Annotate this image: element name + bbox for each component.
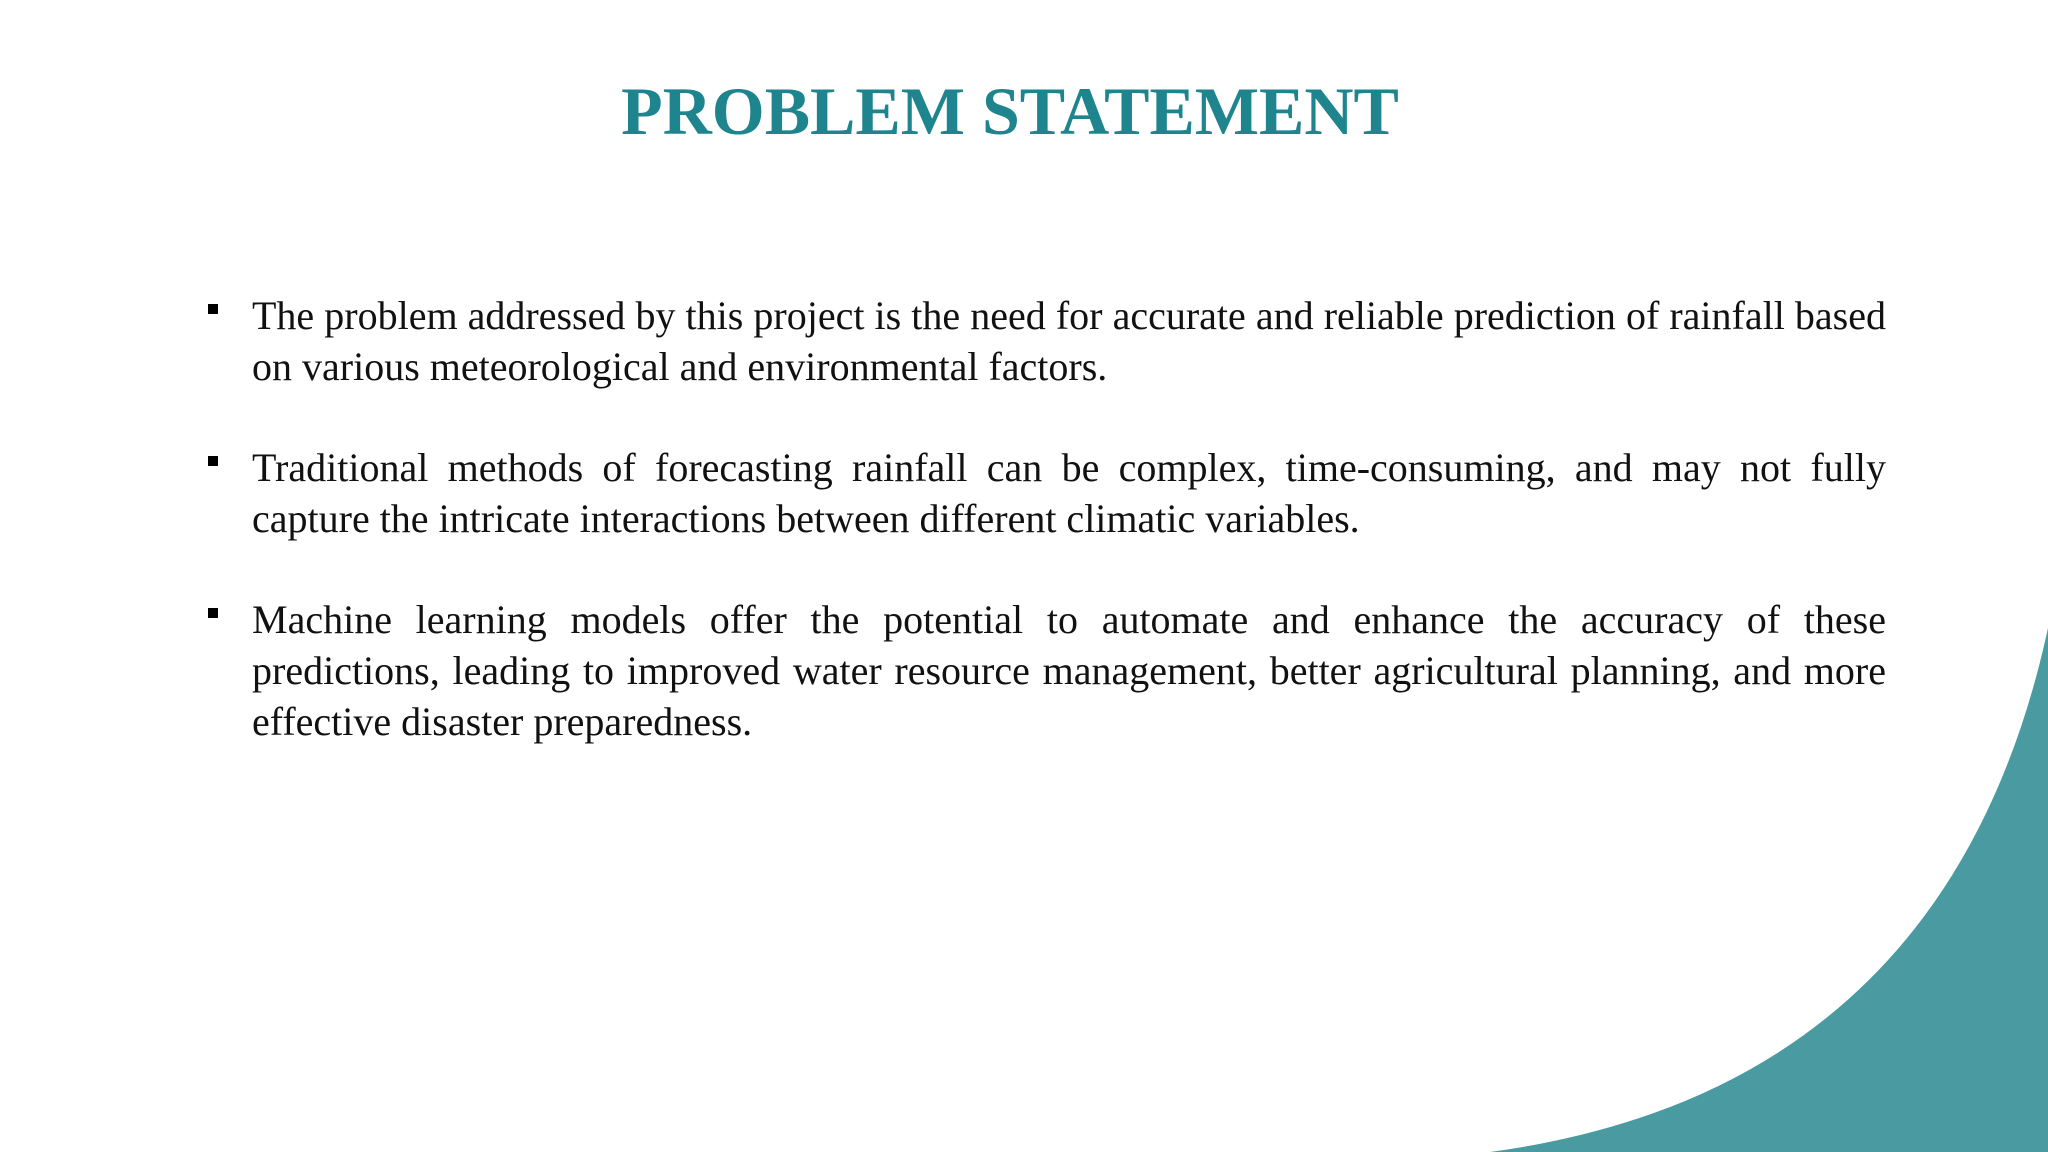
bullet-text: Traditional methods of forecasting rainfall can be complex, time-consuming, and may not fully capture the intricate interactions between different climatic variables. xyxy=(252,445,1886,541)
square-bullet-icon xyxy=(208,304,218,314)
bullet-item xyxy=(204,290,1886,392)
bullet-item xyxy=(204,594,1886,747)
bullet-text: Machine learning models offer the potential to automate and enhance the accuracy of these predictions, leading to improved water resource management, better agricultural planning, and more effective disaster preparedness. xyxy=(252,597,1886,744)
square-bullet-icon xyxy=(208,456,218,466)
bullet-text: The problem addressed by this project is the need for accurate and reliable prediction of rainfall based on various meteorological and environmental factors. xyxy=(252,293,1886,389)
slide-title: PROBLEM STATEMENT xyxy=(621,73,1399,149)
bullet-item xyxy=(204,442,1886,544)
square-bullet-icon xyxy=(208,608,218,618)
bullet-list xyxy=(204,290,1886,747)
